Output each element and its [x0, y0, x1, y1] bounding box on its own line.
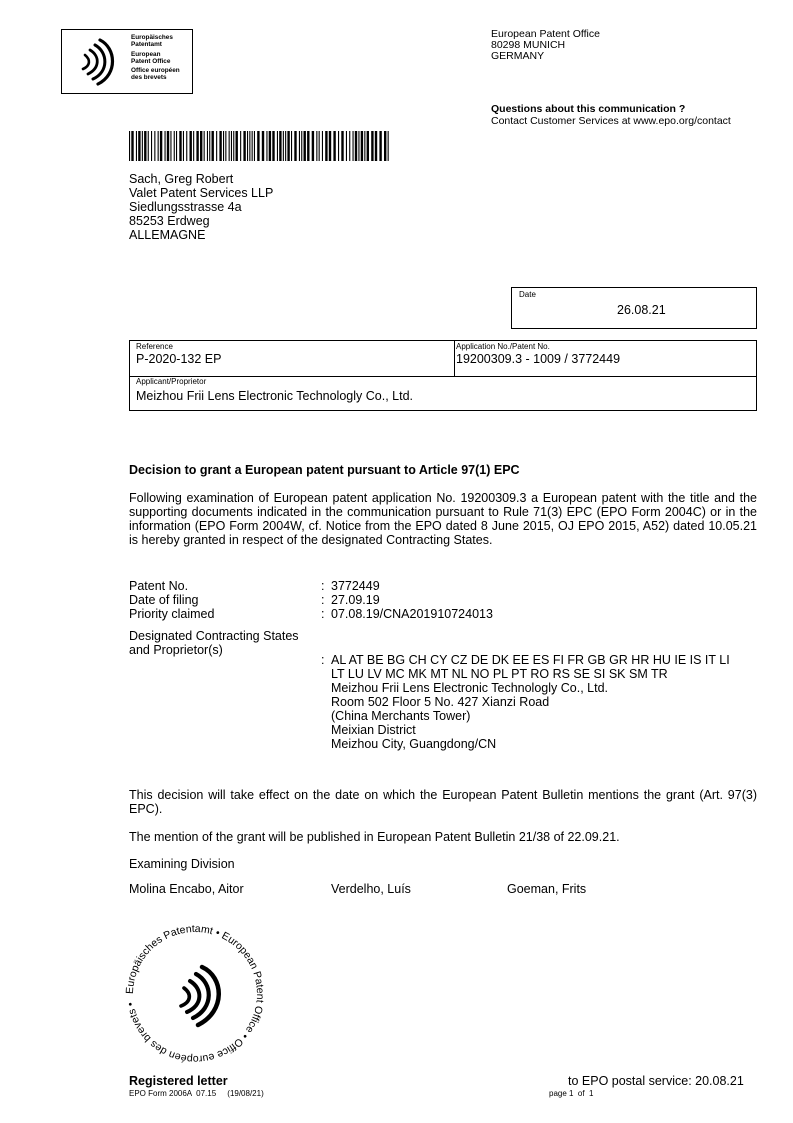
barcode-bar: [272, 131, 274, 161]
epo-seal: [118, 917, 272, 1071]
application-value: 19200309.3 - 1009 / 3772449: [456, 352, 621, 366]
examiner-name: Goeman, Frits: [507, 882, 587, 896]
reference-label: Reference: [136, 342, 173, 351]
logo-line: Patentamt: [131, 41, 162, 49]
bulletin-paragraph: The mention of the grant will be published in European Patent Bulletin 21/38 of 22.09.21.: [129, 830, 620, 844]
logo-text: [131, 34, 180, 82]
barcode-bar: [167, 131, 169, 161]
barcode-bar: [179, 131, 181, 161]
priority-value: 07.08.19/CNA201910724013: [331, 607, 493, 621]
examiner-name: Verdelho, Luís: [331, 882, 411, 896]
logo-line: Patent Office: [131, 57, 171, 65]
application-label: Application No./Patent No.: [456, 342, 550, 351]
barcode-bar: [183, 131, 184, 161]
contact-text: Contact Customer Services at www.epo.org/contact: [491, 115, 731, 127]
barcode-bar: [204, 131, 205, 161]
barcode-bar: [186, 131, 187, 161]
address-line: 80298 MUNICH: [491, 39, 566, 51]
barcode-bar: [307, 131, 309, 161]
barcode-bar: [129, 131, 130, 161]
barcode-bar: [371, 131, 373, 161]
address-line: GERMANY: [491, 50, 545, 62]
barcode-bar: [174, 131, 175, 161]
form-number: EPO Form 2006A 07.15 (19/08/21): [129, 1089, 264, 1098]
epo-swirl-icon: [68, 34, 124, 90]
barcode-bar: [196, 131, 198, 161]
barcode: [129, 131, 391, 161]
colon: :: [321, 593, 325, 607]
applicant-label: Applicant/Proprietor: [136, 377, 207, 386]
barcode-bar: [294, 131, 296, 161]
postal-service-date: to EPO postal service: 20.08.21: [568, 1074, 744, 1088]
address-line: European Patent Office: [491, 28, 600, 40]
contact-heading: Questions about this communication ?: [491, 103, 686, 115]
barcode-bar: [154, 131, 155, 161]
barcode-bar: [304, 131, 306, 161]
barcode-bar: [231, 131, 232, 161]
barcode-bar: [353, 131, 354, 161]
barcode-bar: [384, 131, 386, 161]
barcode-bar: [165, 131, 166, 161]
barcode-bar: [364, 131, 365, 161]
barcode-bar: [193, 131, 194, 161]
proprietors-label: and Proprietor(s): [129, 643, 223, 657]
barcode-bar: [375, 131, 377, 161]
recipient-address: [129, 172, 273, 242]
logo-line: des brevets: [131, 74, 167, 82]
patent-no-label: Patent No.: [129, 579, 189, 593]
barcode-bar: [262, 131, 264, 161]
barcode-bar: [170, 131, 171, 161]
barcode-bar: [247, 131, 248, 161]
barcode-bar: [346, 131, 347, 161]
barcode-bar: [254, 131, 255, 161]
proprietor-line: Meizhou Frii Lens Electronic Technologly Co., Ltd.: [331, 681, 608, 695]
barcode-bar: [151, 131, 152, 161]
barcode-bar: [316, 131, 317, 161]
date-label: Date: [519, 290, 536, 299]
registered-letter: Registered letter: [129, 1074, 228, 1088]
barcode-bar: [219, 131, 221, 161]
examiner-name: Molina Encabo, Aitor: [129, 882, 244, 896]
barcode-bar: [367, 131, 369, 161]
barcode-bar: [269, 131, 271, 161]
barcode-bar: [361, 131, 363, 161]
barcode-bar: [379, 131, 381, 161]
recipient-line: Sach, Greg Robert: [129, 172, 234, 186]
logo-line: Office européen: [131, 67, 180, 75]
barcode-bar: [322, 131, 323, 161]
proprietor-line: (China Merchants Tower): [331, 709, 471, 723]
decision-paragraph: Following examination of European patent application No. 19200309.3 a European patent with the title and the supporting documents indicated in the communication pursuant to Rule 71(3) EPC (EPO Form 2004C) or in the information (EPO Form 2004W, cf. Notice from the EPO dated 8 June 2015, OJ EPO 2015, A52) dated 10.05.21 is hereby granted in respect of the designated Contracting States.: [129, 491, 757, 547]
colon: :: [321, 653, 325, 667]
office-address: [491, 29, 600, 62]
applicant-value: Meizhou Frii Lens Electronic Technologly Co., Ltd.: [136, 389, 413, 403]
filing-date-label: Date of filing: [129, 593, 199, 607]
barcode-bar: [341, 131, 343, 161]
details-colons: [321, 579, 324, 621]
barcode-bar: [190, 131, 192, 161]
states-line: LT LU LV MC MK MT NL NO PL PT RO RS SE SI SK SM TR: [331, 667, 668, 681]
barcode-bar: [257, 131, 259, 161]
seal-swirl-icon: [181, 967, 219, 1025]
examining-division-label: Examining Division: [129, 857, 235, 871]
barcode-bar: [319, 131, 320, 161]
proprietor-line: Room 502 Floor 5 No. 427 Xianzi Road: [331, 695, 550, 709]
decision-title: Decision to grant a European patent pursuant to Article 97(1) EPC: [129, 463, 520, 477]
filing-date-value: 27.09.19: [331, 593, 380, 607]
barcode-bar: [233, 131, 234, 161]
seal-text: Europäisches Patentamt • European Patent Office • Office européen des brevets •: [123, 922, 267, 1066]
logo-line: European: [131, 50, 161, 58]
contact-info: [491, 104, 731, 127]
barcode-bar: [285, 131, 286, 161]
designated-states: [331, 653, 761, 751]
barcode-bar: [277, 131, 278, 161]
barcode-bar: [131, 131, 133, 161]
date-value: 26.08.21: [617, 303, 666, 317]
barcode-bar: [212, 131, 214, 161]
barcode-bar: [160, 131, 162, 161]
barcode-bar: [136, 131, 137, 161]
barcode-bar: [176, 131, 177, 161]
priority-label: Priority claimed: [129, 607, 215, 621]
epo-logo: [61, 29, 193, 94]
barcode-bar: [266, 131, 267, 161]
barcode-bar: [209, 131, 210, 161]
barcode-bar: [142, 131, 143, 161]
barcode-bar: [291, 131, 292, 161]
logo-line: Europäisches: [131, 34, 173, 41]
designated-states-label: Designated Contracting States: [129, 629, 299, 643]
barcode-bar: [240, 131, 241, 161]
barcode-bar: [200, 131, 202, 161]
barcode-bar: [329, 131, 331, 161]
colon: :: [321, 579, 325, 593]
barcode-bar: [333, 131, 335, 161]
barcode-bar: [355, 131, 357, 161]
barcode-bar: [301, 131, 302, 161]
barcode-bar: [249, 131, 250, 161]
page-number: page 1 of 1: [549, 1089, 594, 1098]
barcode-bar: [287, 131, 289, 161]
barcode-bar: [207, 131, 208, 161]
recipient-line: Valet Patent Services LLP: [129, 186, 274, 200]
barcode-bar: [358, 131, 359, 161]
recipient-line: Siedlungsstrasse 4a: [129, 200, 242, 214]
barcode-bar: [283, 131, 284, 161]
barcode-bar: [388, 131, 389, 161]
barcode-bar: [252, 131, 253, 161]
barcode-bar: [338, 131, 339, 161]
proprietor-line: Meizhou City, Guangdong/CN: [331, 737, 497, 751]
reference-table: [129, 340, 757, 411]
barcode-bar: [279, 131, 281, 161]
reference-value: P-2020-132 EP: [136, 352, 222, 366]
barcode-bar: [243, 131, 245, 161]
effect-paragraph: This decision will take effect on the date on which the European Patent Bulletin mentions the grant (Art. 97(3) EPC).: [129, 788, 757, 816]
barcode-bar: [225, 131, 226, 161]
barcode-bar: [312, 131, 314, 161]
date-box: [511, 287, 757, 329]
barcode-bar: [223, 131, 224, 161]
barcode-bar: [325, 131, 327, 161]
proprietor-line: Meixian District: [331, 723, 416, 737]
barcode-bar: [138, 131, 140, 161]
barcode-bar: [229, 131, 230, 161]
colon: :: [321, 607, 325, 621]
patent-no-value: 3772449: [331, 579, 380, 593]
barcode-bar: [299, 131, 300, 161]
barcode-bar: [158, 131, 159, 161]
details-values: [331, 579, 493, 621]
barcode-bar: [349, 131, 350, 161]
barcode-bar: [148, 131, 149, 161]
recipient-line: ALLEMAGNE: [129, 228, 206, 242]
details-labels: [129, 579, 299, 657]
barcode-bar: [144, 131, 146, 161]
states-line: AL AT BE BG CH CY CZ DE DK EE ES FI FR GB GR HR HU IE IS IT LI: [331, 653, 730, 667]
recipient-line: 85253 Erdweg: [129, 214, 210, 228]
barcode-bar: [216, 131, 217, 161]
barcode-bar: [236, 131, 238, 161]
